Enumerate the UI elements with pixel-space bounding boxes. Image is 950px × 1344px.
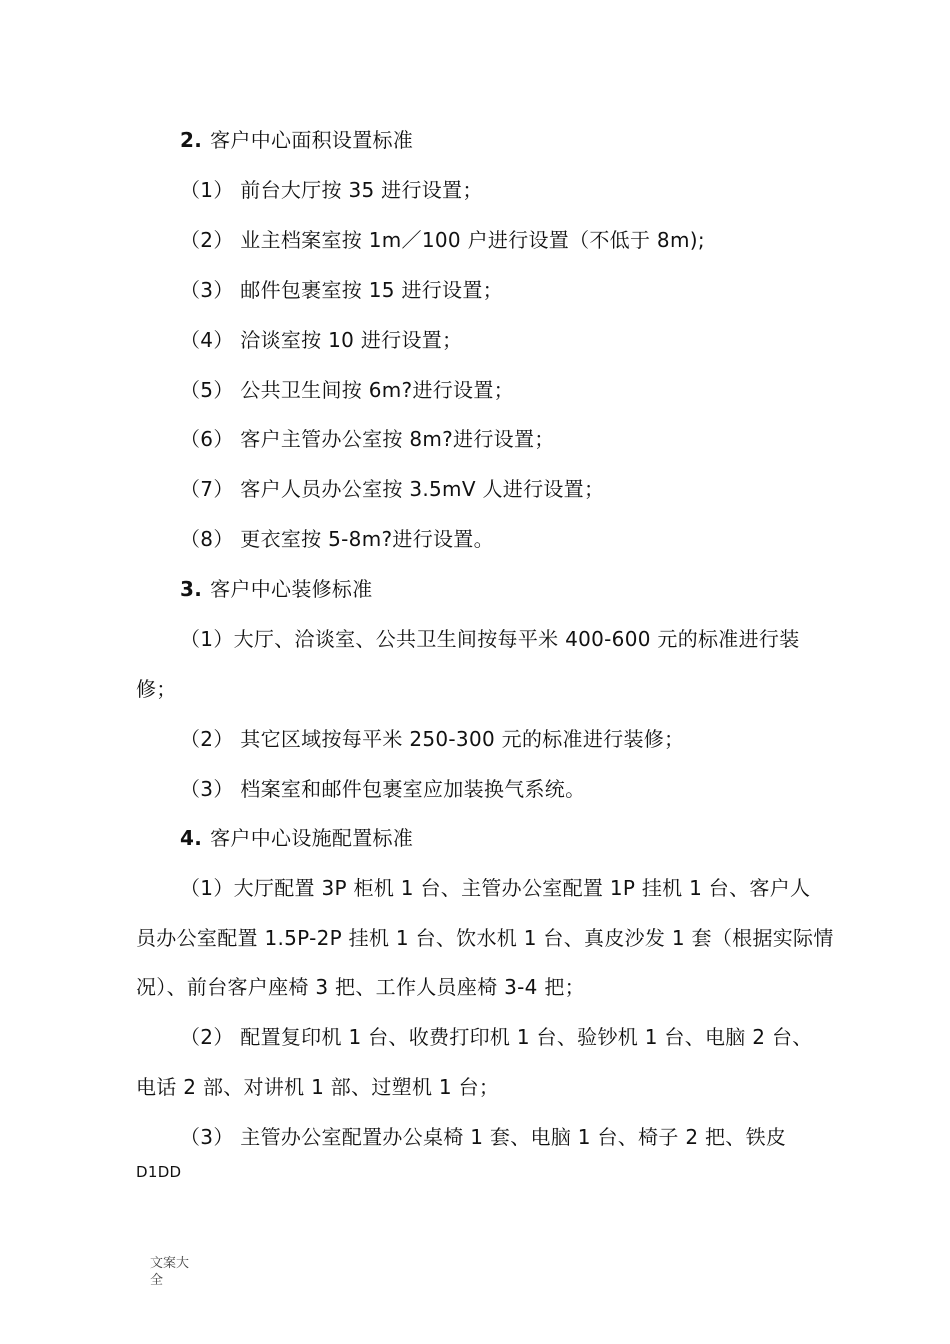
heading-text: 客户中心设施配置标准 xyxy=(210,826,414,850)
paragraph-line: （3） 邮件包裹室按 15 进行设置； xyxy=(180,278,503,302)
heading-number: 4. xyxy=(180,826,203,850)
paragraph-line: 员办公室配置 1.5P-2P 挂机 1 台、饮水机 1 台、真皮沙发 1 套（根据实际情 xyxy=(136,926,834,950)
paragraph-line: （6） 客户主管办公室按 8m?进行设置； xyxy=(180,427,555,451)
paragraph-line: （1）大厅、洽谈室、公共卫生间按每平米 400-600 元的标准进行装 xyxy=(180,627,800,651)
paragraph-line: 修； xyxy=(136,677,177,701)
heading-text: 客户中心面积设置标准 xyxy=(210,128,414,152)
paragraph-line: （8） 更衣室按 5-8m?进行设置。 xyxy=(180,527,494,551)
heading-number: 2. xyxy=(180,128,203,152)
heading-text: 客户中心装修标准 xyxy=(210,577,373,601)
section-heading-2 xyxy=(180,126,413,154)
page-footer: 文案大全 xyxy=(150,1256,190,1288)
paragraph-line: （7） 客户人员办公室按 3.5mV 人进行设置； xyxy=(180,477,605,501)
paragraph-line: 电话 2 部、对讲机 1 部、过塑机 1 台； xyxy=(136,1075,500,1099)
section-heading-3 xyxy=(180,575,373,603)
paragraph-line: （1）大厅配置 3P 柜机 1 台、主管办公室配置 1P 挂机 1 台、客户人 xyxy=(180,876,811,900)
paragraph-line: （3） 主管办公室配置办公桌椅 1 套、电脑 1 台、椅子 2 把、铁皮 xyxy=(180,1125,787,1149)
paragraph-line: （2） 业主档案室按 1m／100 户进行设置（不低于 8m); xyxy=(180,228,705,252)
paragraph-line: （5） 公共卫生间按 6m?进行设置； xyxy=(180,378,514,402)
heading-number: 3. xyxy=(180,577,203,601)
paragraph-line: 况）、前台客户座椅 3 把、工作人员座椅 3-4 把； xyxy=(136,975,585,999)
paragraph-line: D1DD xyxy=(136,1163,182,1181)
paragraph-line: （2） 配置复印机 1 台、收费打印机 1 台、验钞机 1 台、电脑 2 台、 xyxy=(180,1025,813,1049)
section-heading-4 xyxy=(180,824,413,852)
paragraph-line: （2） 其它区域按每平米 250-300 元的标准进行装修； xyxy=(180,727,685,751)
paragraph-line: （3） 档案室和邮件包裹室应加装换气系统。 xyxy=(180,777,586,801)
paragraph-line: （4） 洽谈室按 10 进行设置； xyxy=(180,328,463,352)
paragraph-line: （1） 前台大厅按 35 进行设置； xyxy=(180,178,483,202)
